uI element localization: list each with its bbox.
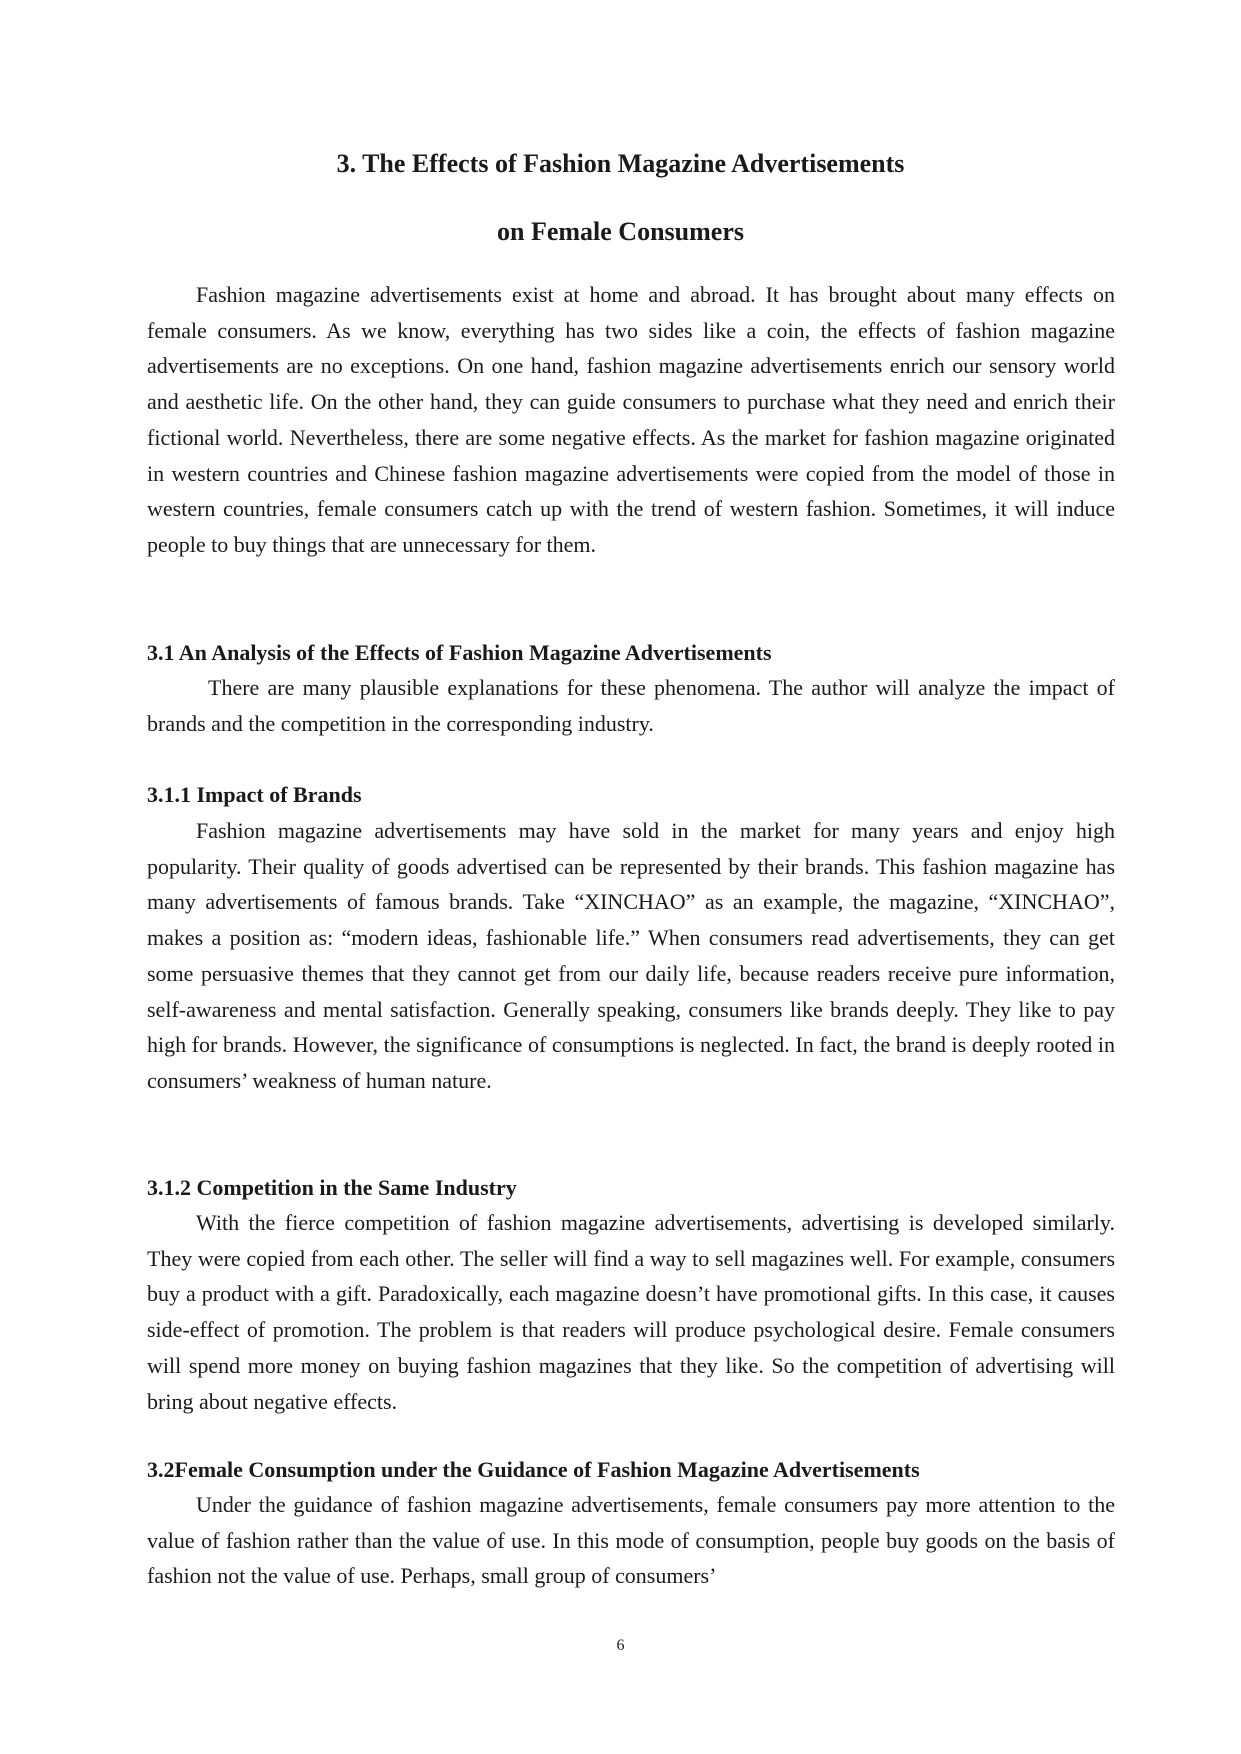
section-3-2-heading: 3.2Female Consumption under the Guidance of Fashion Magazine Advertisements xyxy=(147,1457,920,1482)
intro-paragraph: Fashion magazine advertisements exist at home and abroad. It has brought about many effects on female consumers. As we know, everything has two sides like a coin, the effects of fashion magazine advertisements are no exceptions. On one hand, fashion magazine advertisements enrich our sensory world and aesthetic life. On the other hand, they can guide consumers to purchase what they need and enrich their fictional world. Nevertheless, there are some negative effects. As the market for fashion magazine originated in western countries and Chinese fashion magazine advertisements were copied from the model of those in western countries, female consumers catch up with the trend of western fashion. Sometimes, it will induce people to buy things that are unnecessary for them. xyxy=(147,282,1115,557)
section-3-1-1-heading: 3.1.1 Impact of Brands xyxy=(147,782,362,807)
section-3-1-1-paragraph: Fashion magazine advertisements may have sold in the market for many years and enjoy high popularity. Their quality of goods advertised can be represented by their brands. This fashion magazine has many advertisements of famous brands. Take “XINCHAO” as an example, the magazine, “XINCHAO”, makes a position as: “modern ideas, fashionable life.” When consumers read advertisements, they can get some persuasive themes that they cannot get from our daily life, because readers receive pure information, self-awareness and mental satisfaction. Generally speaking, consumers like brands deeply. They like to pay high for brands. However, the significance of consumptions is neglected. In fact, the brand is deeply rooted in consumers’ weakness of human nature. xyxy=(147,818,1115,1093)
chapter-title-line-2: on Female Consumers xyxy=(497,217,744,246)
section-3-1-heading: 3.1 An Analysis of the Effects of Fashion Magazine Advertisements xyxy=(147,640,772,665)
section-3-1-paragraph: There are many plausible explanations for these phenomena. The author will analyze the impact of brands and the competition in the corresponding industry. xyxy=(147,675,1115,736)
section-3-1-2-paragraph: With the fierce competition of fashion magazine advertisements, advertising is developed similarly. They were copied from each other. The seller will find a way to sell magazines well. For example, consumers buy a product with a gift. Paradoxically, each magazine doesn’t have promotional gifts. In this case, it causes side-effect of promotion. The problem is that readers will produce psychological desire. Female consumers will spend more money on buying fashion magazines that they like. So the competition of advertising will bring about negative effects. xyxy=(147,1210,1115,1414)
page-number: 6 xyxy=(616,1637,625,1654)
section-3-2-paragraph: Under the guidance of fashion magazine advertisements, female consumers pay more attention to the value of fashion rather than the value of use. In this mode of consumption, people buy goods on the basis of fashion not the value of use. Perhaps, small group of consumers’ xyxy=(147,1492,1115,1589)
section-3-1-2-heading: 3.1.2 Competition in the Same Industry xyxy=(147,1175,517,1200)
chapter-title-line-1: 3. The Effects of Fashion Magazine Advertisements xyxy=(336,149,905,178)
